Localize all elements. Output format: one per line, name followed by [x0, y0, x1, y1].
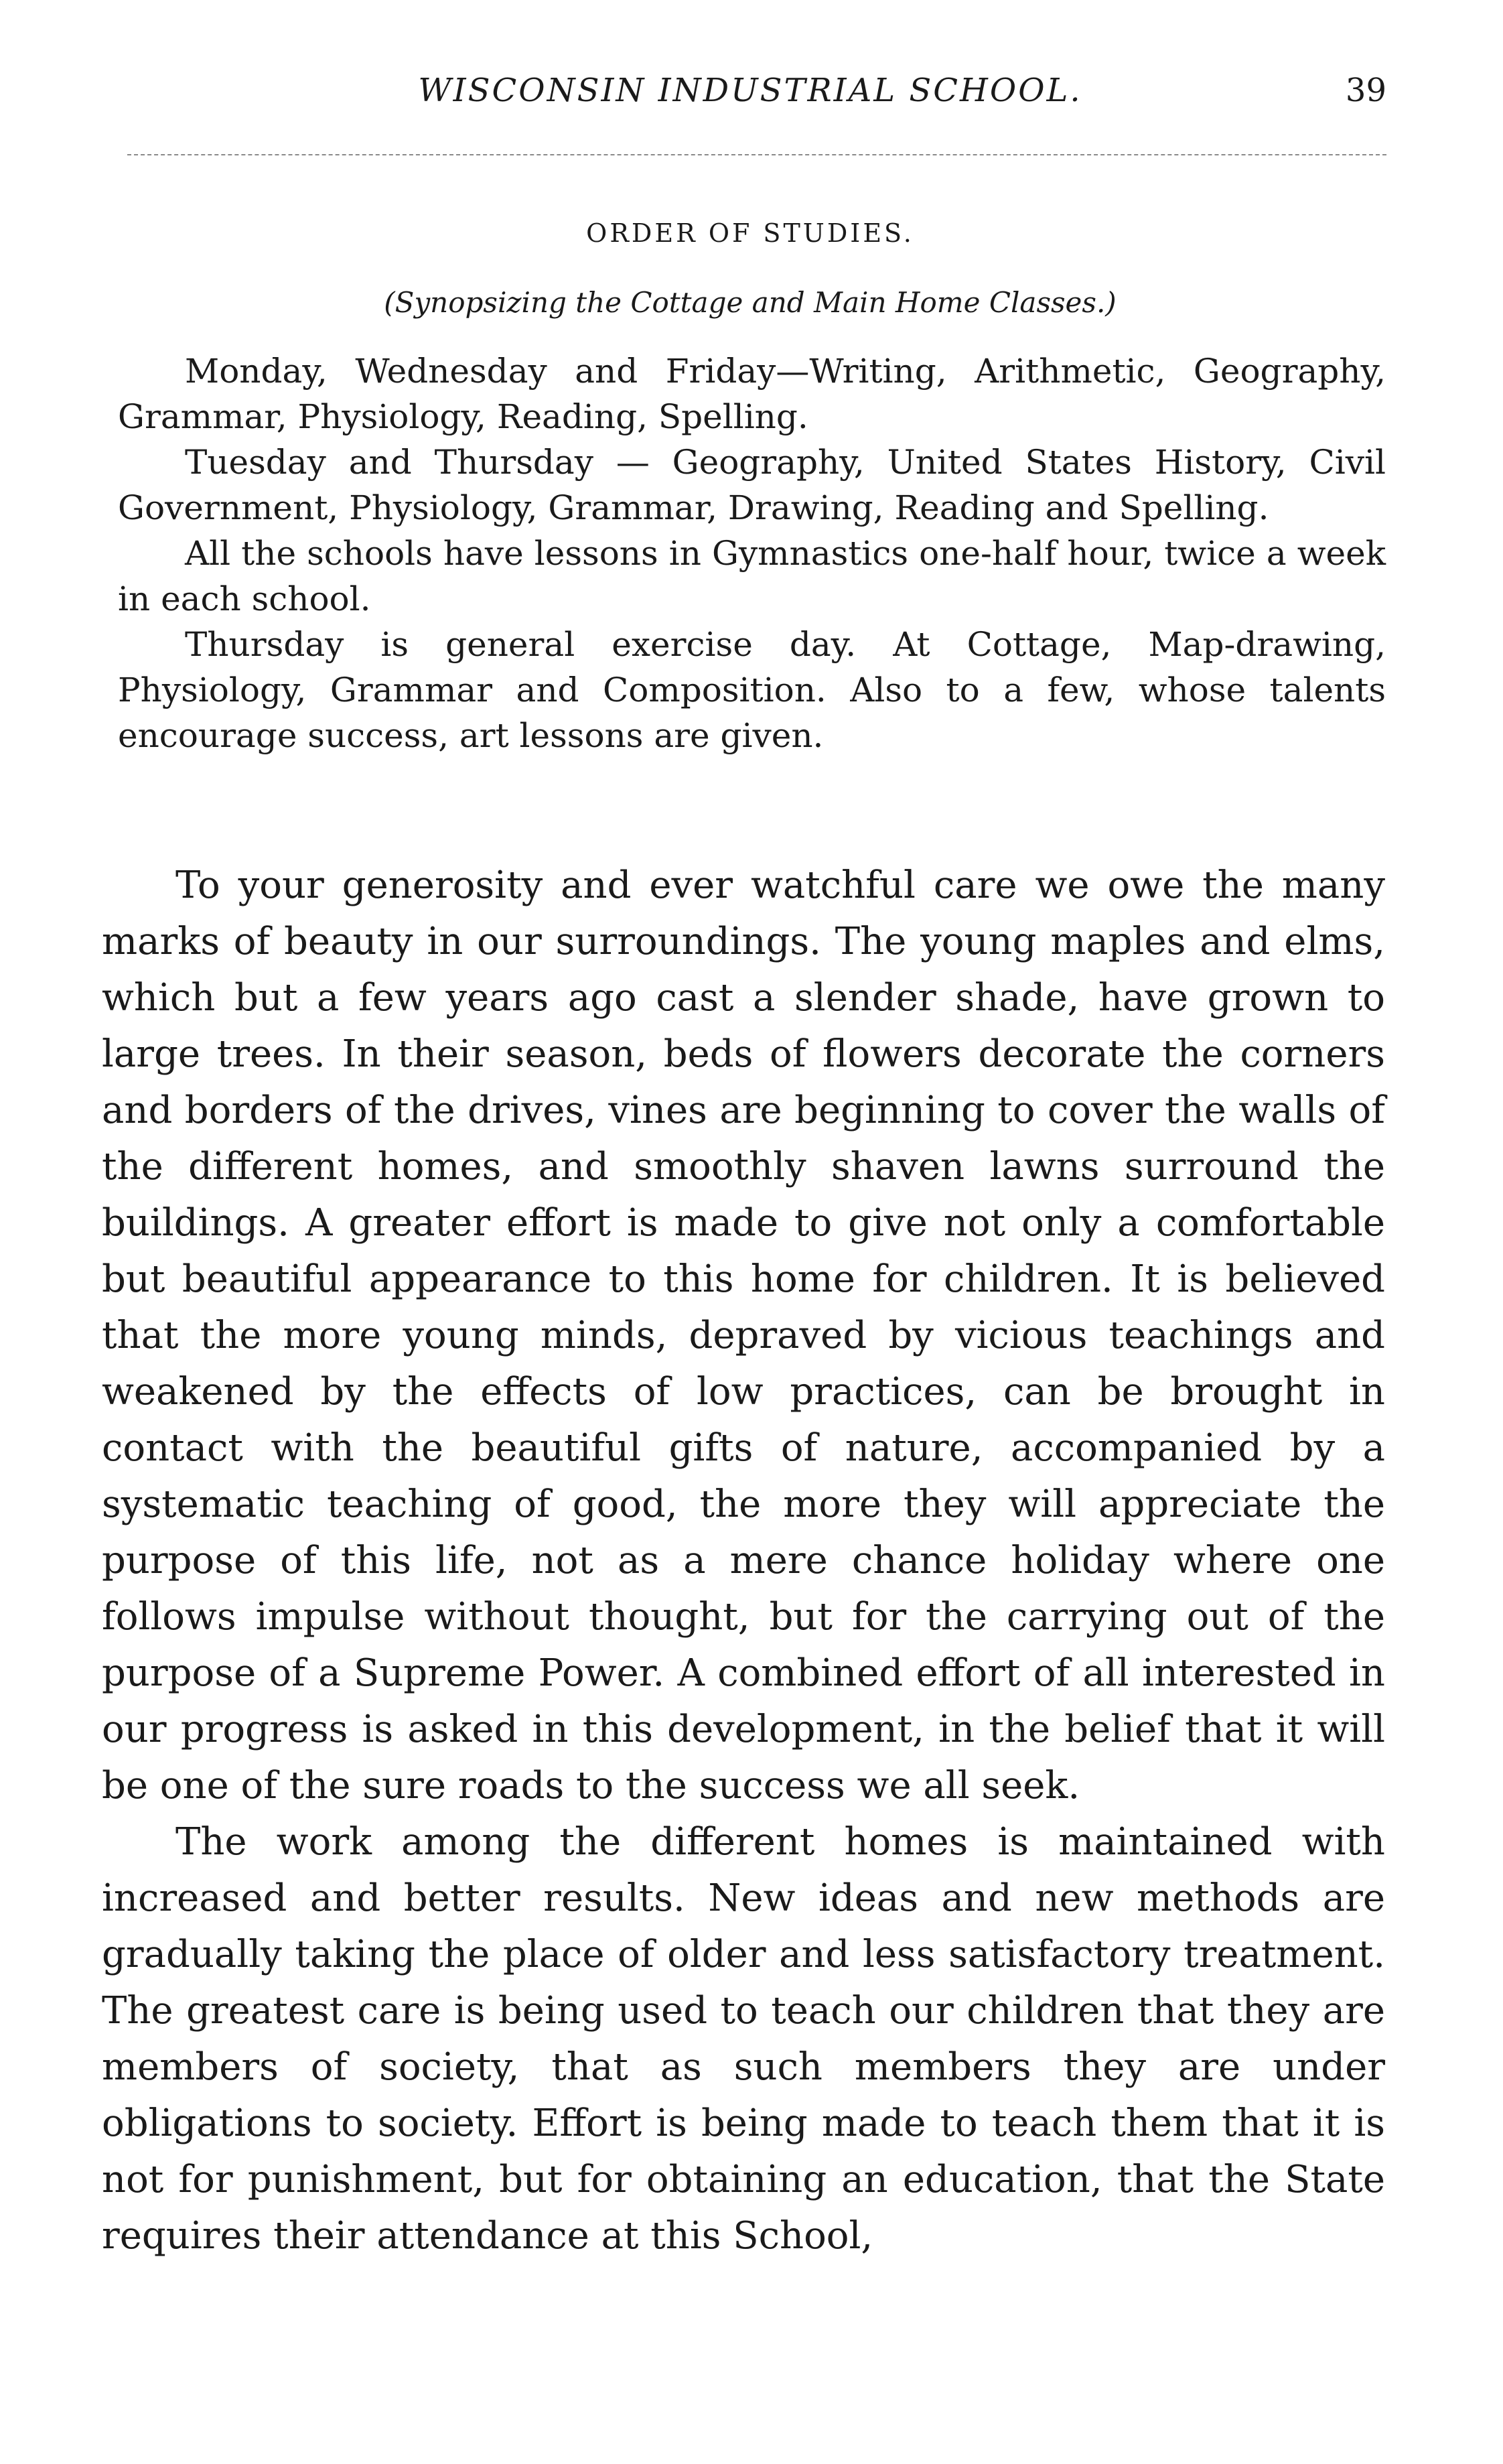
header-rule	[127, 154, 1386, 155]
body-paragraph: The work among the different homes is maintained with increased and better results. New ideas and new methods are gradually taking the place of older and less satisfactory treatment. The greatest care is being used to teach our children that they are members of society, that as such members they are under obligations to society. Effort is being made to teach them that it is not for punishment, but for obtaining an education, that the State requires their attendance at this School,	[102, 1820, 1385, 2258]
running-title: WISCONSIN INDUSTRIAL SCHOOL.	[418, 72, 1082, 109]
order-of-studies	[118, 348, 1386, 758]
body-paragraph: To your generosity and ever watchful care we owe the many marks of beauty in our surroundings. The young maples and elms, which but a few years ago cast a slender shade, have grown to large trees. In their season, beds of flowers decorate the corners and borders of the drives, vines are beginning to cover the walls of the different homes, and smoothly shaven lawns surround the buildings. A greater effort is made to give not only a comfortable but beautiful appearance to this home for children. It is believed that the more young minds, depraved by vicious teachings and weakened by the effects of low practices, can be brought in contact with the beautiful gifts of nature, accompanied by a systematic teaching of good, the more they will appreciate the purpose of this life, not as a mere chance holiday where one follows impulse without thought, but for the carrying out of the purpose of a Supreme Power. A combined effort of all interested in our progress is asked in this development, in the belief that it will be one of the sure roads to the success we all seek.	[102, 864, 1385, 1807]
studies-paragraph: Monday, Wednesday and Friday—Writing, Arithmetic, Geography, Grammar, Physiology, Reading, Spelling.	[118, 352, 1386, 436]
page-number: 39	[1345, 72, 1386, 109]
section-title: ORDER OF STUDIES.	[586, 218, 914, 248]
studies-paragraph: All the schools have lessons in Gymnastics one-half hour, twice a week in each school.	[118, 534, 1386, 618]
section-subtitle: (Synopsizing the Cottage and Main Home Classes.)	[384, 286, 1117, 319]
studies-paragraph: Thursday is general exercise day. At Cottage, Map-drawing, Physiology, Grammar and Composition. Also to a few, whose talents encourage success, art lessons are given.	[118, 625, 1386, 755]
studies-paragraph: Tuesday and Thursday — Geography, United States History, Civil Government, Physiology, Grammar, Drawing, Reading and Spelling.	[118, 443, 1386, 527]
running-header	[114, 64, 1386, 117]
body-text	[102, 858, 1385, 2264]
